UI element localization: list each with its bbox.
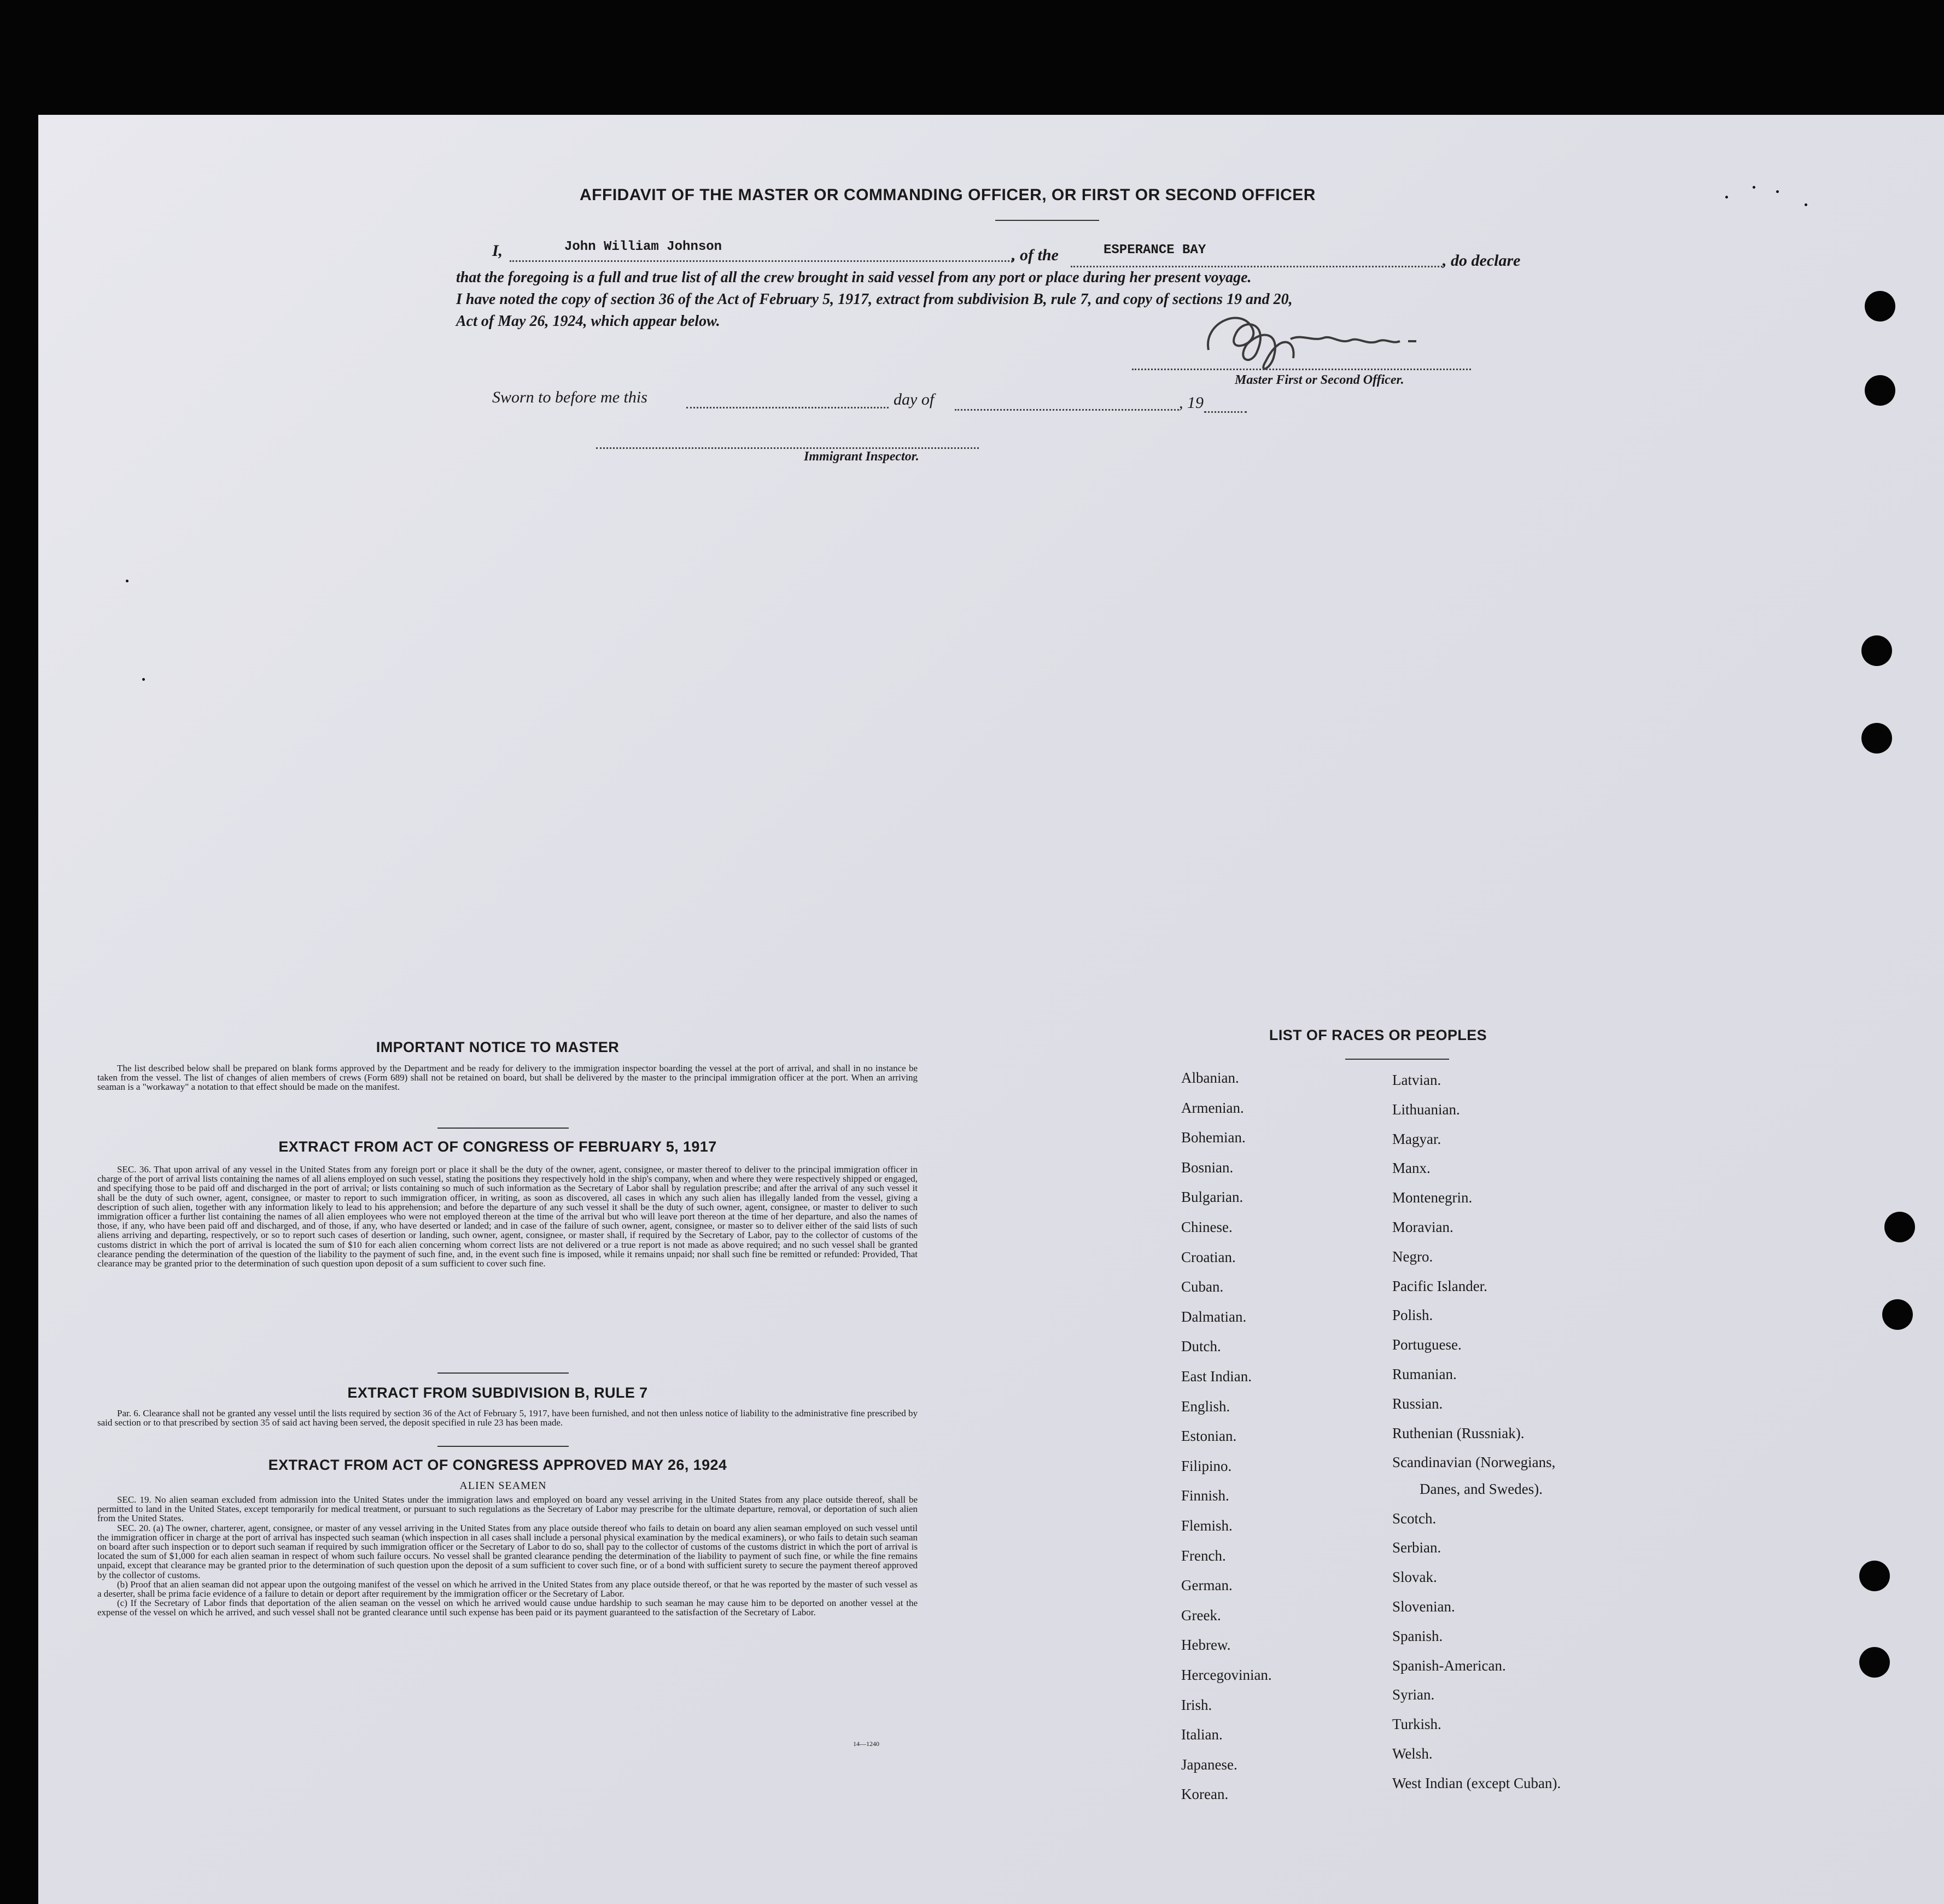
race-item: Spanish.	[1392, 1627, 1443, 1644]
extract-rule7-body	[97, 1409, 918, 1427]
race-item: Manx.	[1392, 1160, 1431, 1177]
divider-1	[437, 1128, 569, 1129]
day-of-label: day of	[894, 390, 935, 408]
notice-paragraph: The list described below shall be prepared on blank forms approved by the Department and be ready for delivery to the immigration inspector boarding the vessel at the port of arrival, and shall in no instance be taken from the vessel. The list of changes of alien members of crews (Form 689) shall not be retained on board, but shall be delivered by the master to the principal immigration officer at the port. When an arriving seaman is a "workaway" a notation to that effect should be made on the manifest.	[97, 1063, 918, 1093]
document-page	[38, 115, 1944, 1904]
title-underline	[995, 220, 1099, 221]
race-item: Latvian.	[1392, 1072, 1441, 1088]
scan-speck	[1725, 196, 1728, 198]
affidavit-title: AFFIDAVIT OF THE MASTER OR COMMANDING OFFICER, OR FIRST OR SECOND OFFICER	[580, 186, 1316, 204]
punch-hole	[1859, 1561, 1890, 1591]
punch-hole	[1865, 375, 1895, 406]
sworn-year-line	[1204, 411, 1247, 413]
race-item: Dalmatian.	[1181, 1308, 1247, 1325]
race-item: Scotch.	[1392, 1510, 1437, 1527]
declaration-line-1: that the foregoing is a full and true list of all the crew brought in said vessel from any port or place during her present voyage.	[456, 269, 1252, 286]
declaration-line-3: Act of May 26, 1924, which appear below.	[456, 313, 720, 330]
race-item: Flemish.	[1181, 1517, 1233, 1534]
race-item: Greek.	[1181, 1607, 1221, 1623]
scan-speck	[1805, 203, 1807, 206]
punch-hole	[1865, 291, 1895, 322]
race-item: Montenegrin.	[1392, 1189, 1473, 1206]
race-item: Pacific Islander.	[1392, 1277, 1487, 1294]
race-item: Finnish.	[1181, 1487, 1229, 1504]
sworn-label: Sworn to before me this	[492, 388, 647, 406]
vessel-line	[1071, 266, 1443, 267]
race-item: Korean.	[1181, 1786, 1229, 1803]
scan-speck	[142, 678, 145, 681]
extract-1917-title: EXTRACT FROM ACT OF CONGRESS OF FEBRUARY 5, 1917	[278, 1138, 717, 1155]
sworn-month-line	[955, 409, 1179, 411]
inspector-caption: Immigrant Inspector.	[804, 449, 919, 464]
scan-speck	[1753, 186, 1755, 189]
punch-hole	[1861, 635, 1892, 666]
vessel-name-value: ESPERANCE BAY	[1104, 243, 1206, 258]
races-underline	[1345, 1059, 1449, 1060]
divider-2	[437, 1372, 569, 1374]
scan-speck	[1776, 190, 1779, 193]
race-item: Serbian.	[1392, 1539, 1441, 1556]
sworn-day-line	[686, 407, 889, 408]
notice-title: IMPORTANT NOTICE TO MASTER	[376, 1039, 620, 1055]
race-item: Spanish-American.	[1392, 1657, 1506, 1674]
alien-seamen-subtitle: ALIEN SEAMEN	[459, 1480, 547, 1492]
race-item: Slovak.	[1392, 1569, 1437, 1586]
sec-20b-paragraph: (b) Proof that an alien seaman did not appear upon the outgoing manifest of the vessel on which he arrived in the United States from any place outside thereof, or that he was reported by the master of such vessel as a deserter, shall be prima facie evidence of a failure to detain or deport after requirement by the immigration officer or the Secretary of Labor.	[97, 1579, 918, 1599]
race-item: Estonian.	[1181, 1428, 1237, 1445]
notice-body	[97, 1064, 918, 1092]
race-item: Dutch.	[1181, 1338, 1221, 1355]
extract-rule7-title: EXTRACT FROM SUBDIVISION B, RULE 7	[347, 1385, 648, 1401]
do-declare-label: , do declare	[1443, 252, 1521, 270]
race-item: Welsh.	[1392, 1745, 1433, 1762]
race-item: Turkish.	[1392, 1716, 1441, 1733]
punch-hole	[1882, 1299, 1913, 1330]
race-item: Filipino.	[1181, 1457, 1232, 1474]
race-item: Italian.	[1181, 1726, 1223, 1743]
declaration-line-2: I have noted the copy of section 36 of the Act of February 5, 1917, extract from subdivision B, rule 7, and copy of sections 19 and 20,	[456, 291, 1293, 308]
race-item: Scandinavian (Norwegians,	[1392, 1454, 1556, 1471]
sec-19-paragraph: SEC. 19. No alien seaman excluded from admission into the United States under the immigration laws and employed on board any vessel arriving in the United States from any place outside thereof, shall be permitted to land in the United States, except temporarily for medical treatment, or pursuant to such regulations as the Secretary of Labor may prescribe for the ultimate departure, removal, or deportation of such alien from the United States.	[97, 1494, 918, 1524]
i-label: I,	[492, 242, 503, 260]
race-item: Ruthenian (Russniak).	[1392, 1424, 1525, 1441]
race-item: Slovenian.	[1392, 1598, 1455, 1615]
race-item: Cuban.	[1181, 1278, 1224, 1295]
inspector-line	[596, 447, 979, 449]
race-item: Lithuanian.	[1392, 1101, 1460, 1118]
race-item: Syrian.	[1392, 1686, 1435, 1703]
signature-caption: Master First or Second Officer.	[1235, 373, 1404, 387]
year-label: , 19	[1179, 394, 1204, 412]
race-item: Armenian.	[1181, 1099, 1244, 1116]
sec-20a-paragraph: SEC. 20. (a) The owner, charterer, agent, consignee, or master of any vessel arriving in the United States from any place outside thereof who fails to detain on board any alien seaman employed on such vessel until the immigration officer in charge at the port of arrival has inspected such seaman (which inspection in all cases shall include a personal physical examination by the medical examiners), or who fails to detain such seaman on board after such inspection or to deport such seaman if required by such immigration officer or the Secretary of Labor to do so, shall pay to the collector of customs of the customs district in which the port of arrival is located the sum of $1,000 for each alien seaman in respect of whom such failure occurs. No vessel shall be granted clearance pending the determination of the liability to payment of such fine, or while the fine remains unpaid, except that clearance may be granted prior to the determination of such question upon the deposit of a sum sufficient to cover such fine, or of a bond with sufficient surety to secure the payment thereof approved by the collector of customs.	[97, 1522, 918, 1580]
race-item: English.	[1181, 1398, 1230, 1415]
race-item: Hebrew.	[1181, 1637, 1231, 1654]
race-item: Moravian.	[1392, 1219, 1453, 1235]
signature-line	[1132, 369, 1471, 370]
of-the-label: , of the	[1012, 246, 1059, 264]
punch-hole	[1884, 1212, 1915, 1242]
form-number: 14—1240	[853, 1740, 879, 1748]
race-item: Bohemian.	[1181, 1129, 1246, 1146]
race-item: Danes, and Swedes).	[1420, 1480, 1543, 1497]
race-item: Bosnian.	[1181, 1159, 1234, 1176]
name-line	[510, 260, 1013, 262]
races-title: LIST OF RACES OR PEOPLES	[1269, 1027, 1487, 1043]
master-name-value: John William Johnson	[564, 240, 722, 254]
punch-hole	[1861, 723, 1892, 754]
par-6-paragraph: Par. 6. Clearance shall not be granted any vessel until the lists required by section 36 of the Act of February 5, 1917, have been furnished, and not then unless notice of liability to the administrative fine prescribed by said section or to that prescribed by section 35 of said act having been served, the deposit specified in rule 23 has been made.	[97, 1408, 918, 1428]
race-item: Portuguese.	[1392, 1336, 1462, 1353]
extract-1924-body	[97, 1495, 918, 1617]
race-item: Albanian.	[1181, 1070, 1239, 1086]
race-item: West Indian (except Cuban).	[1392, 1774, 1561, 1791]
race-item: Hercegovinian.	[1181, 1667, 1272, 1683]
race-item: German.	[1181, 1577, 1233, 1594]
divider-3	[437, 1446, 569, 1447]
race-item: Bulgarian.	[1181, 1189, 1244, 1206]
sec-20c-paragraph: (c) If the Secretary of Labor finds that deportation of the alien seaman on the vessel on which he arrived would cause undue hardship to such seaman he may cause him to be deported on another vessel at the expense of the vessel on which he arrived, and such vessel shall not be granted clearance until such expense has been paid or its payment guaranteed to the satisfaction of the Secretary of Labor.	[97, 1598, 918, 1618]
race-item: Croatian.	[1181, 1248, 1236, 1265]
sec-36-paragraph: SEC. 36. That upon arrival of any vessel in the United States from any foreign port or place it shall be the duty of the owner, agent, consignee, or master thereof to deliver to the principal immigration officer in charge of the port of arrival lists containing the names of all aliens employed on such vessel, stating the positions they respectively hold in the ship's company, when and where they were respectively shipped or engaged, and specifying those to be paid off and discharged in the port of arrival; or lists containing so much of such information as the Secretary of Labor shall by regulation prescribe; and after the arrival of any such vessel it shall be the duty of such owner, agent, consignee, or master to report to such immigration officer, in writing, as soon as discovered, all cases in which any such alien has illegally landed from the vessel, giving a description of such alien, together with any information likely to lead to his apprehension; and before the departure of any such vessel it shall be the duty of such owner, agent, consignee, or master to deliver to such immigration officer a further list containing the names of all alien employees who were not employed thereon at the time of the arrival but who will leave port thereon at the time of her departure, and also the names of those, if any, who have been paid off and discharged, and of those, if any, who have deserted or landed; and in case of the failure of such owner, agent, consignee, or master so to deliver either of the said lists of such aliens arriving and departing, respectively, or so to report such cases of desertion or landing, such owner, agent, consignee, or master shall, if required by the Secretary of Labor, pay to the collector of customs of the customs district in which the port of arrival is located the sum of $10 for each alien concerning whom correct lists are not delivered or a true report is not made as above required; and no such vessel shall be granted clearance pending the determination of the question of the liability to the payment of such fine, and, in the event such fine is imposed, while it remains unpaid; nor shall such fine be remitted or refunded: Provided, That clearance may be granted prior to the determination of such question upon deposit of a sum sufficient to cover such fine.	[97, 1164, 918, 1269]
race-item: East Indian.	[1181, 1368, 1252, 1385]
race-item: Irish.	[1181, 1696, 1212, 1713]
extract-1924-title: EXTRACT FROM ACT OF CONGRESS APPROVED MAY 26, 1924	[268, 1457, 727, 1473]
race-item: Polish.	[1392, 1307, 1433, 1324]
race-item: Russian.	[1392, 1395, 1443, 1412]
race-item: Negro.	[1392, 1248, 1433, 1265]
race-item: Rumanian.	[1392, 1366, 1457, 1382]
scan-speck	[126, 580, 129, 582]
punch-hole	[1859, 1647, 1890, 1678]
signature	[1192, 301, 1498, 377]
race-item: Chinese.	[1181, 1219, 1233, 1235]
race-item: Magyar.	[1392, 1130, 1441, 1147]
extract-1917-body	[97, 1165, 918, 1268]
race-item: French.	[1181, 1547, 1226, 1564]
race-item: Japanese.	[1181, 1756, 1237, 1773]
